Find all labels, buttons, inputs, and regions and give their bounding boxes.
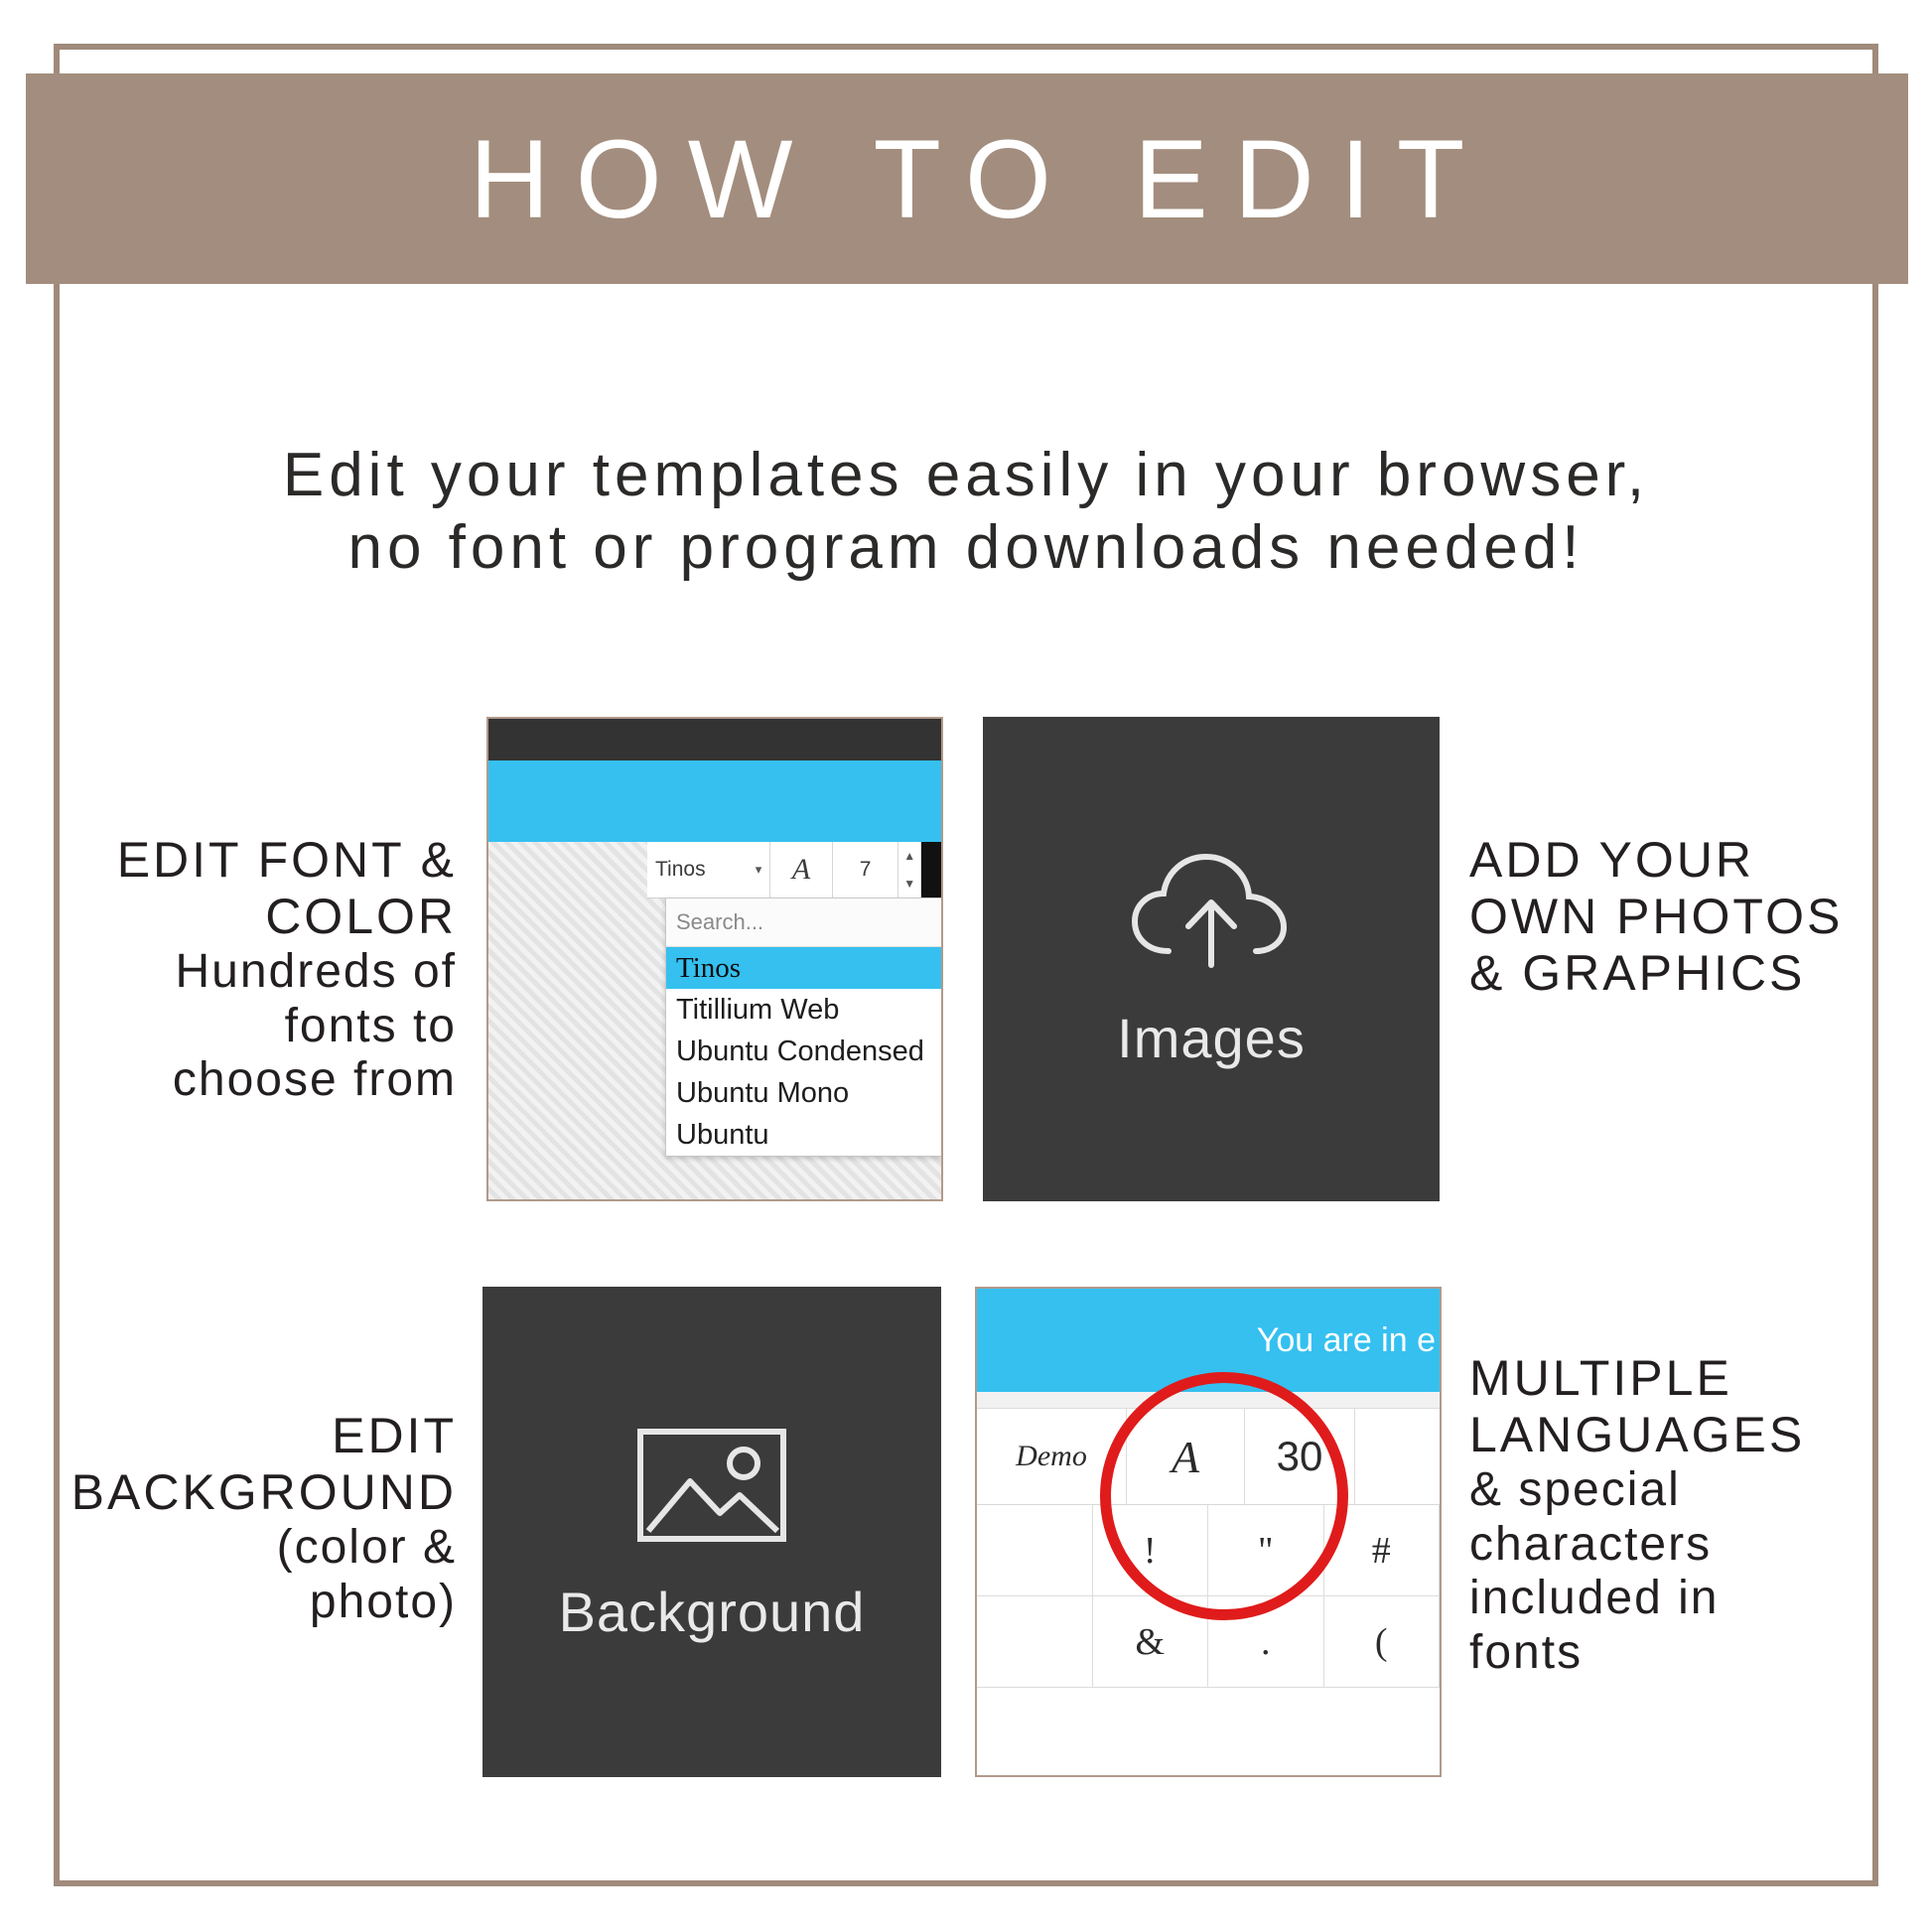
toolbar-spacer [1355,1409,1440,1504]
font-toolbar [977,1409,1440,1505]
font-style-icon[interactable]: A [1127,1409,1245,1504]
char-cell[interactable]: " [1208,1505,1324,1596]
caption-line: OWN PHOTOS [1469,889,1844,944]
char-cell[interactable]: . [1208,1596,1324,1688]
caption-line: BACKGROUND [70,1464,457,1520]
caption-line: ADD YOUR [1469,832,1755,888]
chevron-down-icon: ▾ [755,862,762,877]
font-size-stepper[interactable] [898,842,921,897]
font-size-input[interactable]: 30 [1245,1409,1355,1504]
font-name-value: Tinos [655,858,706,881]
font-list-item[interactable]: Ubuntu Condensed [676,1035,924,1067]
char-cell[interactable]: ! [1093,1505,1209,1596]
font-dropdown[interactable] [665,897,943,1157]
subtitle-line-1: Edit your templates easily in your browser, [282,441,1650,509]
image-icon [632,1420,791,1554]
caption-line: EDIT FONT & [116,832,457,888]
font-style-icon[interactable]: A [770,842,833,897]
caption-line: included in [1469,1572,1720,1625]
caption-line: fonts [1469,1626,1584,1680]
caption-line: choose from [172,1053,457,1107]
screenshot-background-panel [483,1287,941,1777]
font-toolbar [647,842,943,898]
caption-line: photo) [309,1575,457,1628]
caption-line: (color & [276,1521,457,1574]
screenshot-images-panel [983,717,1440,1201]
editor-tool-strip [977,1392,1440,1409]
caption-multiple-languages [1469,1350,1896,1681]
caption-line: characters [1469,1517,1713,1571]
editor-blue-banner: You are in e [977,1289,1440,1392]
font-search-input[interactable]: Search... [666,898,943,947]
editor-blue-banner [488,760,941,842]
char-cell[interactable]: ( [1324,1596,1441,1688]
background-label: Background [558,1581,866,1643]
subtitle [119,439,1813,584]
caption-line: COLOR [265,889,457,944]
caption-line: & special [1469,1463,1681,1516]
font-color-swatch[interactable] [921,842,943,897]
char-cell[interactable] [977,1505,1093,1596]
char-cell[interactable]: # [1324,1505,1441,1596]
font-list-item[interactable]: Ubuntu Mono [676,1076,850,1109]
cloud-upload-icon [1127,848,1296,982]
font-list-item[interactable]: Ubuntu [676,1118,769,1151]
font-list-item[interactable]: Tinos [666,947,943,989]
header-band [26,73,1908,284]
caption-line: fonts to [284,999,457,1052]
page-title: HOW TO EDIT [469,116,1491,241]
caption-line: MULTIPLE [1469,1350,1732,1406]
screenshot-font-picker [486,717,943,1201]
caption-line: Hundreds of [175,945,457,998]
font-name-select[interactable] [647,842,770,897]
caption-edit-background [40,1408,457,1629]
caption-add-photos [1469,832,1886,1002]
editor-top-bar [488,719,941,760]
char-cell[interactable] [977,1596,1093,1688]
special-characters-grid[interactable] [977,1505,1440,1688]
editor-canvas [488,842,941,1199]
stepper-down-icon[interactable]: ▼ [903,877,916,891]
caption-line: & GRAPHICS [1469,945,1806,1001]
images-label: Images [1117,1007,1306,1069]
font-size-input[interactable]: 7 [833,842,899,897]
screenshot-special-characters [975,1287,1442,1777]
caption-edit-font-color [69,832,457,1108]
char-cell[interactable]: & [1093,1596,1209,1688]
font-list-item[interactable]: Titillium Web [676,993,840,1026]
font-name-select[interactable]: Demo [977,1409,1127,1504]
subtitle-line-2: no font or program downloads needed! [347,513,1585,583]
caption-line: LANGUAGES [1469,1407,1806,1462]
stepper-up-icon[interactable]: ▲ [903,849,916,863]
caption-line: EDIT [332,1408,457,1463]
